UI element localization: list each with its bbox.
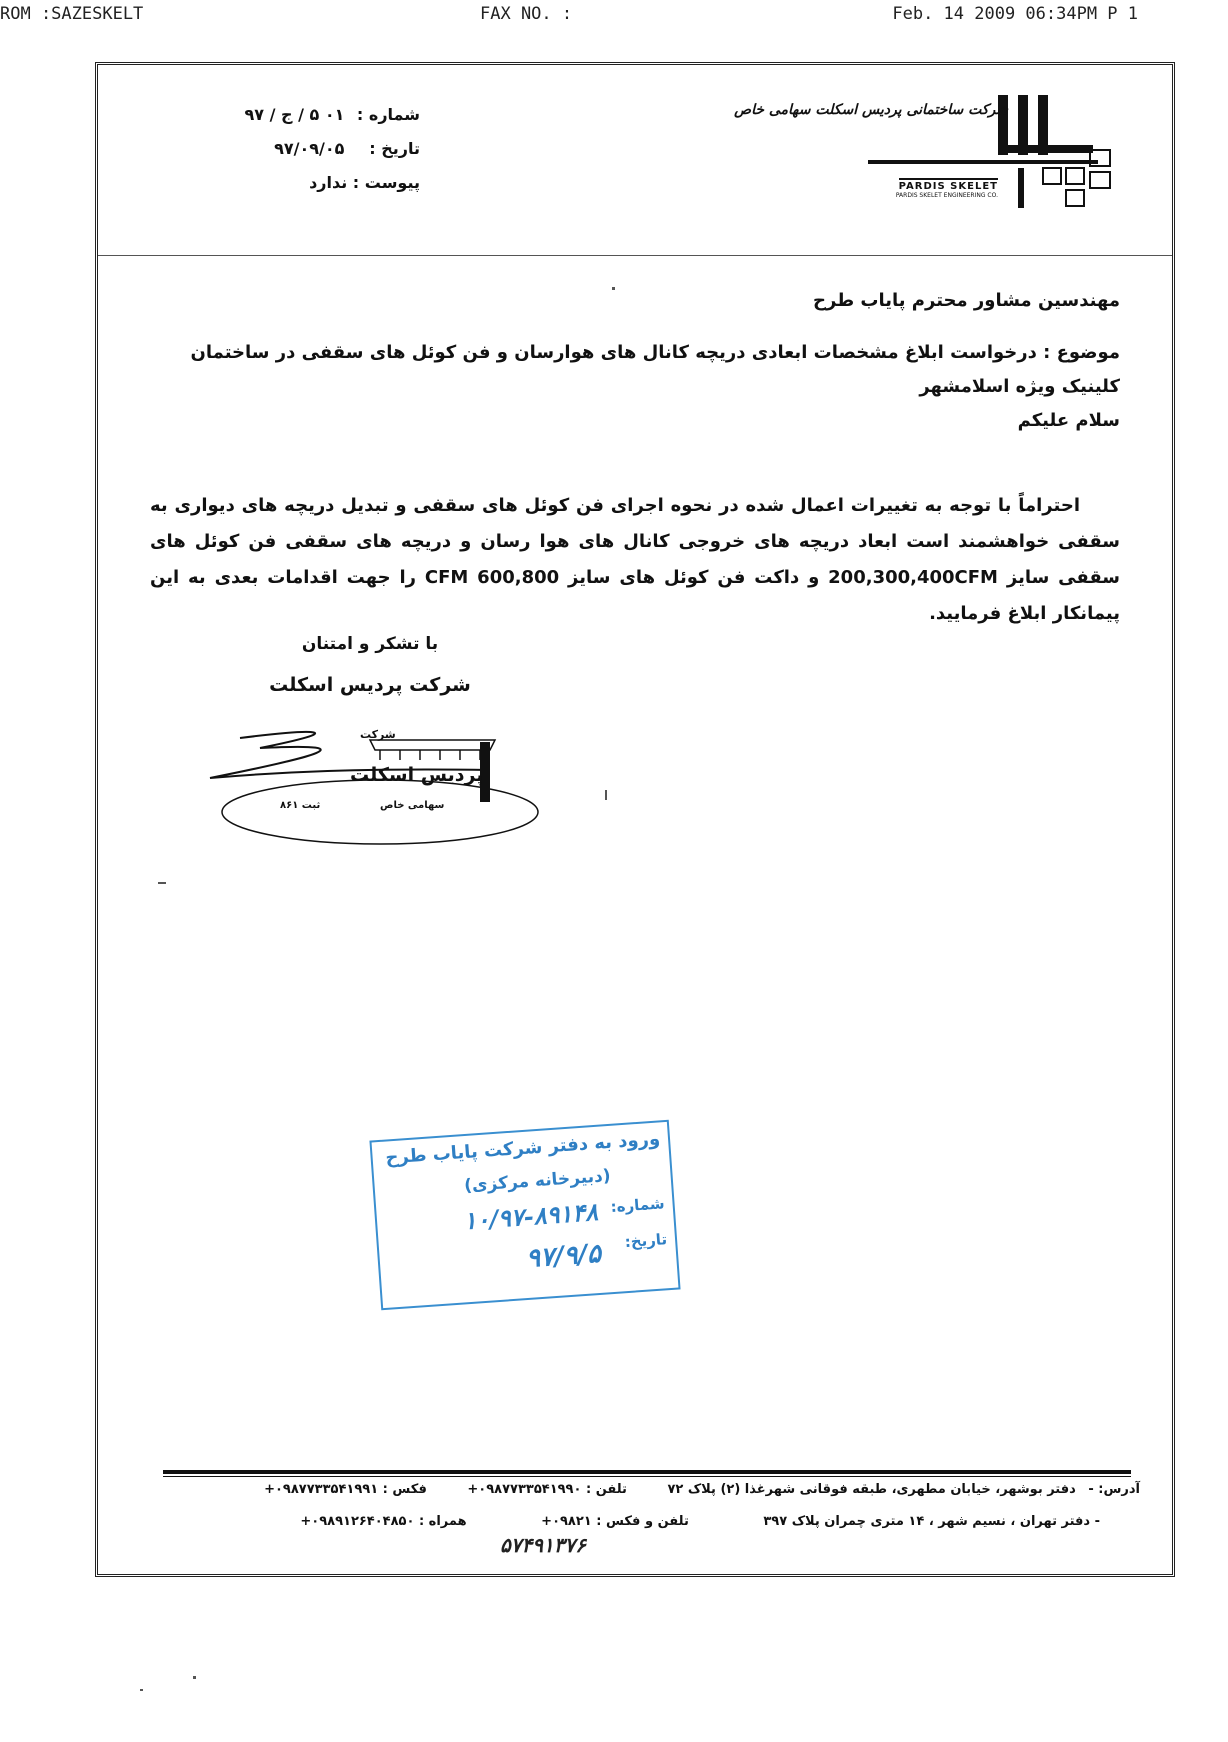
footer-bushehr-phone: تلفن : ۰۹۸۷۷۳۳۵۴۱۹۹۰+	[467, 1482, 627, 1497]
company-name-en-sub: PARDIS SKELET ENGINEERING CO.	[895, 192, 998, 199]
seal-name: پردیس اسکلت	[350, 764, 484, 786]
received-stamp-number-value: ۱۰/۹۷-۸۹۱۴۸	[462, 1196, 599, 1236]
letter-date-row	[220, 132, 420, 166]
letter-date-value: ۹۷/۰۹/۰۵	[274, 139, 345, 158]
received-stamp-date-value: ۹۷/۹/۵	[525, 1238, 602, 1274]
footer-address-label: آدرس: -	[1088, 1482, 1140, 1497]
received-stamp-date-label: تاریخ:	[624, 1230, 668, 1252]
footer-row-bushehr	[160, 1482, 1140, 1497]
received-stamp-number-label: شماره:	[610, 1194, 666, 1216]
received-stamp-line2: (دبیرخانه مرکزی)	[463, 1165, 612, 1197]
footer-row-tehran	[160, 1514, 1140, 1529]
subject: موضوع : درخواست ابلاغ مشخصات ابعادی دریچه کانال های هوارسان و فن کوئل های سقفی در ساختمان کلینیک ویژه اسلامشهر	[190, 342, 1120, 397]
fax-header	[0, 4, 1228, 28]
footer-tehran-address: - دفتر تهران ، نسیم شهر ، ۱۴ متری چمران پلاک ۳۹۷	[763, 1514, 1100, 1529]
footer-tehran-phone: تلفن و فکس : ۰۹۸۲۱+	[541, 1514, 689, 1529]
handwritten-number: ۵۷۴۹۱۳۷۶	[500, 1533, 586, 1557]
footer-bushehr-fax: فکس : ۰۹۸۷۷۳۳۵۴۱۹۹۱+	[264, 1482, 427, 1497]
company-name-en: PARDIS SKELET	[899, 178, 998, 192]
header-separator	[98, 255, 1172, 256]
greeting: سلام علیکم	[1017, 410, 1120, 431]
body-paragraph: احتراماً با توجه به تغییرات اعمال شده در نحوه اجرای فن کوئل های سقفی و تبدیل دریچه های دیواری به سقفی خواهشمند است ابعاد دریچه های خروجی کانال های هوا رسان و دریچه های سقفی فن کوئل های سقفی سایز 200,300,400CFM و داکت فن کوئل های سایز 600,800 CFM را جهت اقدامات بعدی به این پیمانکار ابلاغ فرمایید.	[150, 495, 1120, 624]
letter-meta	[220, 98, 420, 200]
signature-and-seal	[200, 720, 560, 850]
fax-from: ROM :SAZESKELT	[0, 4, 144, 24]
seal-top: شرکت	[360, 728, 396, 741]
closing-company: شرکت پردیس اسکلت	[269, 674, 471, 696]
footer-bushehr-address: دفتر بوشهر، خیابان مطهری، طبقه فوقانی شهرغذا (۲) پلاک ۷۲	[667, 1482, 1076, 1497]
letter-attachment: پیوست : ندارد	[309, 173, 420, 192]
company-name-fa: شرکت ساختمانی پردیس اسکلت سهامی خاص	[734, 102, 1008, 118]
scan-speck	[612, 287, 615, 290]
received-stamp	[369, 1120, 680, 1311]
footer-rule-thick	[163, 1470, 1131, 1474]
scan-speck	[140, 1689, 143, 1691]
letter-number-row	[220, 98, 420, 132]
fax-date-page: Feb. 14 2009 06:34PM P 1	[892, 4, 1138, 24]
letter-number-label: شماره :	[356, 105, 420, 124]
scan-speck	[605, 790, 607, 800]
scan-speck	[193, 1676, 196, 1679]
seal-registration: ثبت ۸۶۱	[280, 800, 321, 811]
addressee: مهندسین مشاور محترم پایاب طرح	[813, 290, 1120, 311]
company-logo	[734, 90, 1118, 210]
letter-date-label: تاریخ :	[369, 139, 420, 158]
footer-tehran-mobile: همراه : ۰۹۸۹۱۲۶۴۰۴۸۵۰+	[300, 1514, 467, 1529]
seal-type: سهامی خاص	[380, 800, 445, 811]
scan-speck	[158, 882, 166, 884]
letter-number-value: ۰۱ ۵ / ج / ۹۷	[244, 105, 345, 124]
received-stamp-line1: ورود به دفتر شرکت پایاب طرح	[384, 1128, 661, 1169]
fax-number: FAX NO. :	[480, 4, 573, 24]
closing-thanks: با تشکر و امتنان	[301, 634, 439, 654]
footer-rule-thin	[163, 1476, 1131, 1477]
